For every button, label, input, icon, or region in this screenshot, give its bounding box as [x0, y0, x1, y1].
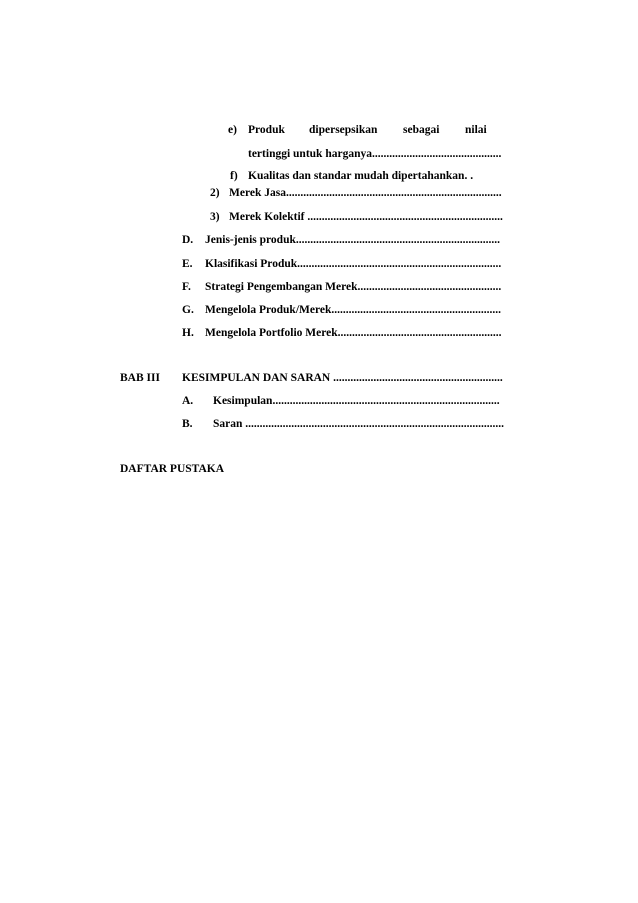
toc-leader-dots: ...........................................................................	[285, 187, 502, 199]
toc-leader-dots: ...............................................................................	[272, 395, 500, 407]
toc-entry-text: Jenis-jenis produk	[205, 234, 296, 246]
chapter-label: BAB III	[120, 372, 160, 384]
toc-entry-3	[229, 210, 502, 224]
toc-leader-dots: ....................................................................	[307, 211, 503, 223]
toc-marker-H: H.	[182, 327, 194, 339]
toc-entry-F	[205, 280, 502, 294]
toc-marker-B: B.	[182, 418, 193, 430]
toc-entry-E	[205, 257, 502, 271]
toc-entry-text: Mengelola Produk/Merek	[205, 304, 332, 316]
toc-item-e-word-4: nilai	[465, 124, 487, 136]
toc-marker-A: A.	[182, 395, 194, 407]
toc-marker-E: E.	[182, 258, 193, 270]
toc-entry-text: Merek Jasa	[229, 187, 286, 199]
toc-entry-text: KESIMPULAN DAN SARAN	[182, 372, 334, 384]
toc-marker-e: e)	[228, 124, 237, 136]
daftar-pustaka-heading: DAFTAR PUSTAKA	[120, 463, 225, 475]
toc-item-e-word-1: Produk	[248, 124, 285, 136]
toc-entry-text: Saran	[213, 418, 246, 430]
toc-leader-dots: .............................................	[371, 148, 502, 160]
toc-entry-text: Merek Kolektif	[229, 211, 308, 223]
toc-entry-text: tertinggi untuk harganya	[248, 148, 372, 160]
toc-marker-D: D.	[182, 234, 194, 246]
toc-entry-2	[229, 186, 502, 200]
toc-leader-dots: ..................................................	[357, 281, 502, 293]
toc-marker-F: F.	[182, 281, 191, 293]
toc-entry-A	[213, 394, 502, 408]
toc-item-e-word-3: sebagai	[403, 124, 440, 136]
toc-marker-f: f)	[230, 170, 238, 182]
toc-entry-text: Strategi Pengembangan Merek	[205, 281, 358, 293]
toc-marker-2: 2)	[210, 187, 220, 199]
toc-entry-G	[205, 303, 502, 317]
toc-entry-B	[213, 417, 505, 431]
toc-entry-text: Mengelola Portfolio Merek	[205, 327, 338, 339]
toc-item-f-text: Kualitas dan standar mudah dipertahankan. .	[248, 170, 474, 182]
toc-entry-D	[205, 233, 502, 247]
toc-leader-dots: .......................................................................	[295, 234, 500, 246]
toc-leader-dots: .......................................................................	[297, 258, 502, 270]
toc-leader-dots: ...........................................................	[333, 372, 503, 384]
toc-entry-bab3	[182, 371, 502, 385]
toc-entry-H	[205, 326, 502, 340]
toc-leader-dots: ...........................................................	[331, 304, 502, 316]
toc-entry-text: Klasifikasi Produk	[205, 258, 298, 270]
toc-item-e-word-2: dipersepsikan	[309, 124, 378, 136]
toc-marker-3: 3)	[210, 211, 220, 223]
toc-leader-dots: ..........................................................................................	[245, 418, 505, 430]
toc-entry-e-cont	[248, 147, 502, 161]
toc-marker-G: G.	[182, 304, 194, 316]
toc-leader-dots: .........................................................	[337, 327, 502, 339]
toc-entry-text: Kesimpulan	[213, 395, 273, 407]
